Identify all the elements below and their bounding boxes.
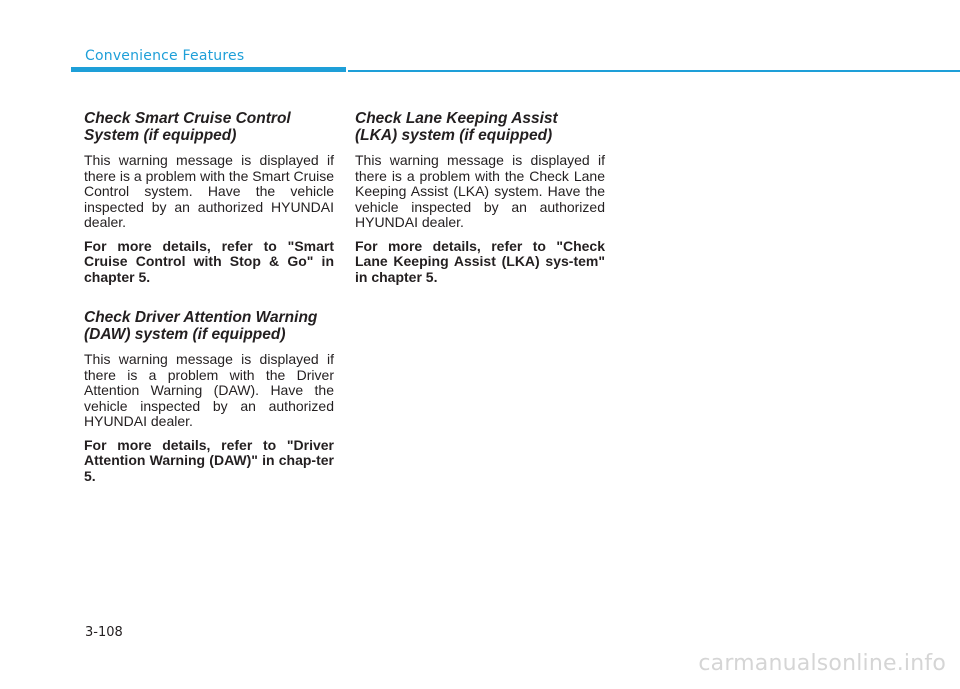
right-column	[355, 110, 605, 309]
section-reference: For more details, refer to "Check Lane Keeping Assist (LKA) sys-tem" in chapter 5.	[355, 237, 605, 285]
section-body: This warning message is displayed if there is a problem with the Smart Cruise Control system. Have the vehicle inspected by an authorized HYUNDAI dealer.	[84, 152, 334, 230]
header-accent-bar	[71, 67, 346, 72]
left-column	[84, 110, 334, 508]
section-heading	[84, 110, 334, 144]
heading-line-2: System (if equipped)	[84, 127, 237, 144]
section-reference: For more details, refer to "Driver Attention Warning (DAW)" in chap-ter 5.	[84, 436, 334, 484]
heading-line-2: (DAW) system (if equipped)	[84, 326, 286, 343]
heading-line-1: Check Driver Attention Warning	[84, 309, 318, 326]
section-body: This warning message is displayed if there is a problem with the Driver Attention Warning (DAW). Have the vehicle inspected by an authorized HYUNDAI dealer.	[84, 351, 334, 429]
section-smart-cruise-control	[84, 110, 334, 285]
section-reference: For more details, refer to "Smart Cruise Control with Stop & Go" in chapter 5.	[84, 237, 334, 285]
watermark: carmanualsonline.info	[698, 651, 946, 676]
section-lane-keeping-assist	[355, 110, 605, 285]
heading-line-1: Check Lane Keeping Assist	[355, 110, 558, 127]
page-number: 3-108	[85, 625, 123, 640]
heading-line-2: (LKA) system (if equipped)	[355, 127, 553, 144]
heading-line-1: Check Smart Cruise Control	[84, 110, 291, 127]
section-title: Convenience Features	[85, 48, 245, 64]
section-driver-attention-warning	[84, 309, 334, 484]
section-heading	[355, 110, 605, 144]
header-rule	[348, 70, 960, 72]
section-heading	[84, 309, 334, 343]
section-body: This warning message is displayed if there is a problem with the Check Lane Keeping Assist (LKA) system. Have the vehicle inspected by an authorized HYUNDAI dealer.	[355, 152, 605, 230]
